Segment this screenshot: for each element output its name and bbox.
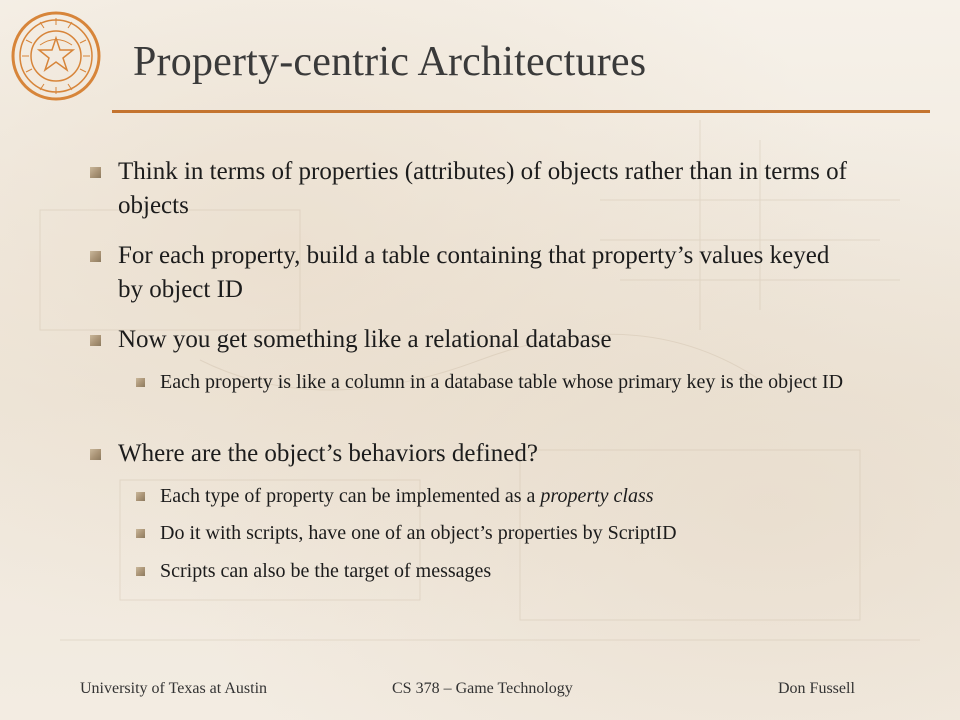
sub-bullet-marker-icon [136, 529, 145, 538]
bullet-marker-icon [90, 449, 101, 460]
bullet-4: Where are the object’s behaviors defined? [118, 440, 538, 467]
sub-bullet-marker-icon [136, 492, 145, 501]
university-seal-icon [10, 10, 102, 102]
bullet-marker-icon [90, 251, 101, 262]
bullet-1: Think in terms of properties (attributes) of objects rather than in terms of objects [118, 158, 847, 219]
bullet-marker-icon [90, 335, 101, 346]
bullet-3: Now you get something like a relational database [118, 326, 612, 353]
bullet-4-sub-1-text: Each type of property can be implemented as a [160, 485, 541, 507]
footer-institution: University of Texas at Austin [80, 680, 268, 697]
footer-author: Don Fussell [778, 680, 855, 697]
sub-bullet-marker-icon [136, 567, 145, 576]
bullet-4-sub-1 [160, 482, 860, 510]
title-divider [112, 110, 930, 113]
sub-bullet-marker-icon [136, 378, 145, 387]
emphasis-property-class: property class [540, 485, 654, 507]
bullet-4-sub-3: Scripts can also be the target of messages [160, 560, 492, 582]
bullet-marker-icon [90, 167, 101, 178]
bullet-4-sub-2: Do it with scripts, have one of an object’s properties by ScriptID [160, 522, 677, 544]
bullet-2: For each property, build a table containing that property’s values keyed by object ID [118, 242, 830, 303]
bullet-3-sub-1: Each property is like a column in a database table whose primary key is the object ID [160, 371, 844, 393]
slide-title: Property-centric Architectures [133, 39, 647, 85]
footer-course: CS 378 – Game Technology [392, 680, 573, 697]
